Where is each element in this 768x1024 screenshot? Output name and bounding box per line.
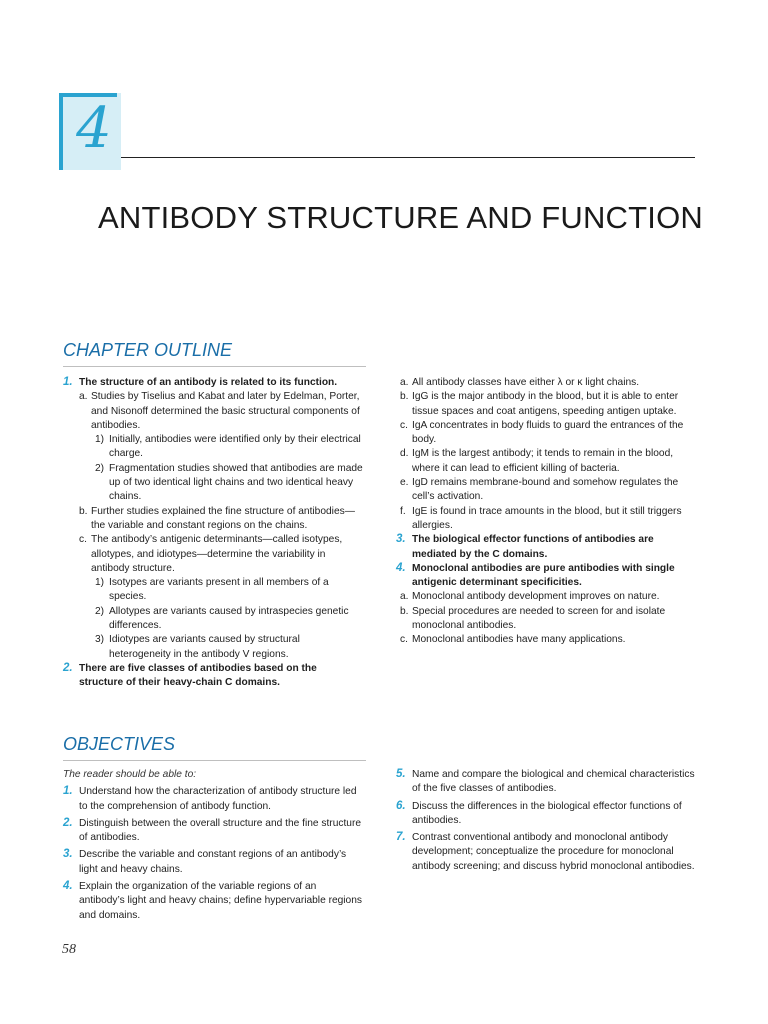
outline-item <box>396 633 696 647</box>
outline-marker: 1) <box>95 434 105 446</box>
outline-marker: d. <box>400 448 409 460</box>
outline-marker: 2) <box>95 605 105 617</box>
objective-marker: 4. <box>63 880 73 893</box>
outline-text: The biological effector functions of antibodies are mediated by the C domains. <box>412 534 654 560</box>
chapter-number: 4 <box>76 96 112 161</box>
objective-item <box>396 831 696 874</box>
objective-item <box>63 817 363 846</box>
outline-text: IgA concentrates in body fluids to guard the entrances of the body. <box>412 419 684 446</box>
outline-text: Idiotypes are variants caused by structural heterogeneity in the antibody V regions. <box>109 634 300 660</box>
outline-marker: b. <box>400 605 409 617</box>
outline-item <box>63 390 363 433</box>
objectives-right-column <box>396 768 696 877</box>
outline-text: Monoclonal antibodies are pure antibodies with single antigenic determinant specificities. <box>412 562 675 589</box>
chapter-outline-heading: CHAPTER OUTLINE <box>63 340 233 360</box>
outline-marker: 2) <box>95 462 105 474</box>
objective-text: Describe the variable and constant regions of an antibody’s light and heavy chains. <box>79 849 347 875</box>
outline-item <box>63 505 363 534</box>
outline-heading-rule <box>63 366 366 367</box>
outline-left-column <box>63 376 363 691</box>
outline-item <box>63 633 363 662</box>
objective-marker: 6. <box>396 799 406 812</box>
outline-text: The antibody’s antigenic determinants—called isotypes, allotypes, and idiotypes—determine the variability in antibody structure. <box>91 534 343 574</box>
outline-marker: 3. <box>396 533 406 546</box>
outline-marker: 1. <box>63 376 73 388</box>
outline-marker: 3) <box>95 634 105 646</box>
outline-text: IgE is found in trace amounts in the blood, but it still triggers allergies. <box>412 505 682 531</box>
outline-text: Fragmentation studies showed that antibodies are made up of two identical light chains and two identical heavy chains. <box>109 462 363 503</box>
page-number: 58 <box>62 942 76 957</box>
objective-item <box>396 800 696 829</box>
outline-marker: f. <box>400 505 406 517</box>
objective-item <box>63 848 363 877</box>
outline-marker: a. <box>400 377 409 388</box>
outline-text: Special procedures are needed to screen for and isolate monoclonal antibodies. <box>412 605 666 632</box>
outline-item <box>63 462 363 505</box>
outline-item <box>396 390 696 419</box>
objective-marker: 3. <box>63 848 73 861</box>
objectives-intro: The reader should be able to: <box>63 769 197 780</box>
outline-item <box>396 590 696 604</box>
outline-marker: 2. <box>63 661 73 674</box>
objective-text: Explain the organization of the variable regions of an antibody’s light and heavy chains; define hypervariable regions and domains. <box>79 881 362 921</box>
outline-item <box>396 605 696 634</box>
outline-text: IgD remains membrane-bound and somehow regulates the cell’s activation. <box>412 477 679 503</box>
outline-marker: 4. <box>396 561 406 574</box>
outline-marker: c. <box>79 534 87 546</box>
outline-marker: c. <box>400 419 408 431</box>
outline-text: Further studies explained the fine structure of antibodies—the variable and constant regions on the chains. <box>91 505 355 531</box>
outline-text: Allotypes are variants caused by intraspecies genetic differences. <box>109 605 349 632</box>
objective-item <box>63 785 363 814</box>
outline-text: Isotypes are variants present in all members of a species. <box>109 577 329 603</box>
objective-marker: 2. <box>63 816 73 829</box>
outline-marker: b. <box>400 391 409 403</box>
outline-item <box>63 533 363 576</box>
objective-text: Understand how the characterization of antibody structure led to the comprehension of antibody function. <box>79 786 357 812</box>
objectives-left-column <box>63 768 363 926</box>
outline-item <box>396 376 696 390</box>
outline-text: There are five classes of antibodies based on the structure of their heavy-chain C domains. <box>79 662 317 689</box>
outline-item <box>63 662 363 691</box>
outline-item <box>63 376 363 390</box>
outline-item <box>63 605 363 634</box>
outline-text: All antibody classes have either λ or κ light chains. <box>412 377 640 388</box>
outline-item <box>396 419 696 448</box>
outline-text: IgM is the largest antibody; it tends to remain in the blood, where it can lead to efficient killing of bacteria. <box>412 448 674 474</box>
title-rule <box>121 157 695 158</box>
outline-item <box>396 505 696 534</box>
outline-item <box>396 447 696 476</box>
outline-marker: c. <box>400 634 408 646</box>
objective-marker: 5. <box>396 768 406 780</box>
chapter-box-left-edge <box>59 93 63 170</box>
outline-item <box>63 576 363 605</box>
outline-marker: b. <box>79 505 88 517</box>
outline-item <box>63 433 363 462</box>
outline-marker: a. <box>79 391 88 403</box>
outline-text: Initially, antibodies were identified only by their electrical charge. <box>109 434 361 460</box>
outline-text: Monoclonal antibody development improves on nature. <box>412 591 660 603</box>
outline-text: The structure of an antibody is related to its function. <box>79 377 338 388</box>
outline-marker: 1) <box>95 577 105 589</box>
objective-item <box>63 880 363 923</box>
objectives-heading: OBJECTIVES <box>63 734 176 754</box>
objective-text: Discuss the differences in the biological effector functions of antibodies. <box>412 800 682 826</box>
outline-marker: a. <box>400 591 409 603</box>
outline-item <box>396 533 696 562</box>
outline-right-column <box>396 376 696 648</box>
objective-item <box>396 768 696 797</box>
chapter-title: ANTIBODY STRUCTURE AND FUNCTION <box>98 200 703 235</box>
outline-item <box>396 476 696 505</box>
objective-text: Contrast conventional antibody and monoclonal antibody development; conceptualize the procedure for monoclonal antibody screening; and discuss hybrid monoclonal antibodies. <box>412 832 695 872</box>
objective-marker: 7. <box>396 831 406 844</box>
outline-text: Studies by Tiselius and Kabat and later by Edelman, Porter, and Nisonoff determined the basic structural components of antibodies. <box>91 391 360 431</box>
objective-text: Name and compare the biological and chemical characteristics of the five classes of antibodies. <box>412 769 695 795</box>
objective-text: Distinguish between the overall structure and the fine structure of antibodies. <box>79 817 362 844</box>
objectives-heading-rule <box>63 760 366 761</box>
outline-text: IgG is the major antibody in the blood, but it is able to enter tissue spaces and coat antigens, speeding antigen uptake. <box>412 391 679 417</box>
outline-item <box>396 562 696 591</box>
outline-marker: e. <box>400 477 409 489</box>
outline-text: Monoclonal antibodies have many applications. <box>412 634 626 646</box>
objective-marker: 1. <box>63 785 73 798</box>
